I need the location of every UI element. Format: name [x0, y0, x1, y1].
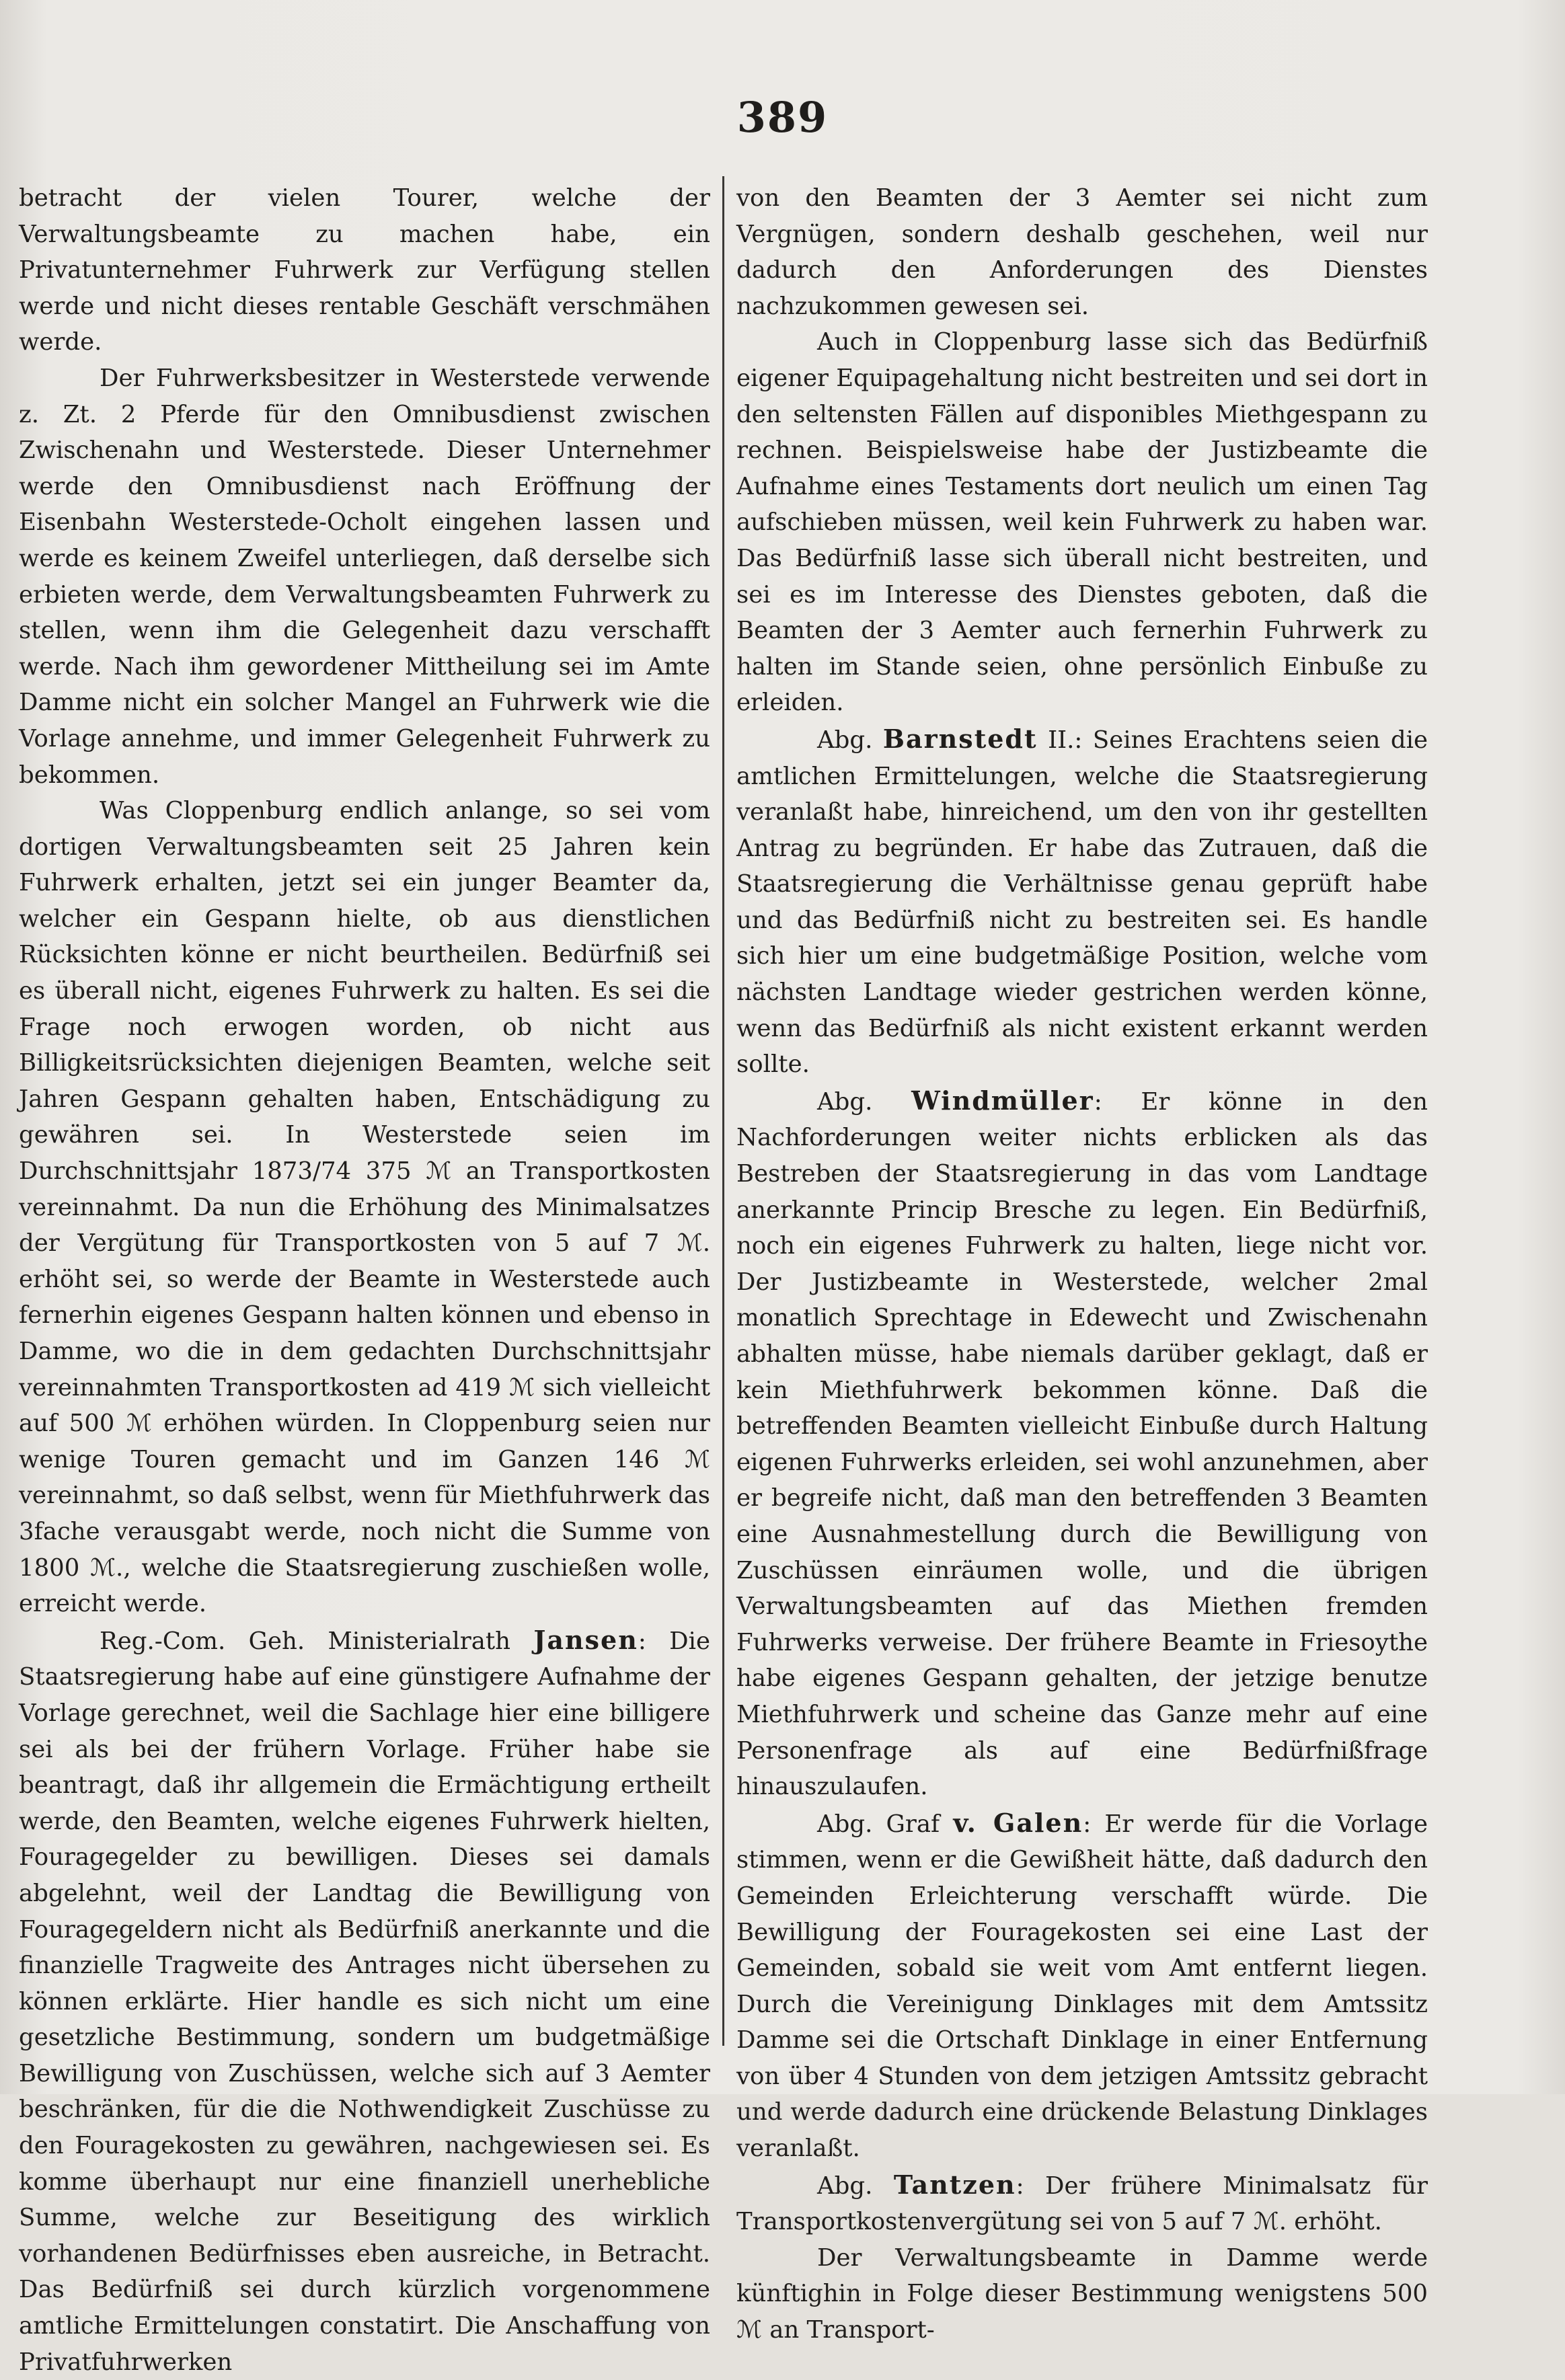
- paragraph: Abg. Barnstedt II.: Seines Erachtens seien die amtlichen Ermittelungen, welche die Staatsregierung veranlaßt habe, hinreichend, um den von ihr gestellten Antrag zu begründen. Er habe das Zutrauen, daß die Staatsregierung die Verhältnisse genau geprüft habe und das Bedürfniß nicht zu bestreiten sei. Es handle sich hier um eine budgetmäßige Position, welche vom nächsten Landtage wieder gestrichen werden könne, wenn das Bedürfniß als nicht existent erkannt werden sollte.: [736, 723, 1428, 1079]
- speaker-prefix: Abg. Graf: [817, 1810, 954, 1838]
- paragraph: Was Cloppenburg endlich anlange, so sei vom dortigen Verwaltungsbeamten seit 25 Jahren kein Fuhrwerk erhalten, jetzt sei ein junger Beamter da, welcher ein Gespann hielte, ob aus dienstlichen Rücksichten könne er nicht beurtheilen. Bedürfniß sei es überall nicht, eigenes Fuhrwerk zu halten. Es sei die Frage noch erwogen worden, ob nicht aus Billigkeitsrücksichten diejenigen Beamten, welche seit Jahren Gespann gehalten haben, Entschädigung zu gewähren sei. In Westerstede seien im Durchschnittsjahr 1873/74 375 ℳ an Transportkosten vereinnahmt. Da nun die Erhöhung des Minimalsatzes der Vergütung für Transportkosten von 5 auf 7 ℳ. erhöht sei, so werde der Beamte in Westerstede auch fernerhin eigenes Gespann halten können und ebenso in Damme, wo die in dem gedachten Durchschnittsjahr vereinnahmten Transportkosten ad 419 ℳ sich vielleicht auf 500 ℳ erhöhen würden. In Cloppenburg seien nur wenige Touren gemacht und im Ganzen 146 ℳ vereinnahmt, so daß selbst, wenn für Miethfuhrwerk das 3fache verausgabt werde, noch nicht die Summe von 1800 ℳ., welche die Staatsregierung zuschießen wolle, erreicht werde.: [19, 797, 710, 1618]
- speaker-name: v. Galen: [953, 1807, 1083, 1838]
- paragraph: Auch in Cloppenburg lasse sich das Bedürfniß eigener Equipagehaltung nicht bestreiten und sei dort in den seltensten Fällen auf disponibles Miethgespann zu rechnen. Beispielsweise habe der Justizbeamte die Aufnahme eines Testaments dort neulich um einen Tag aufschieben müssen, weil kein Fuhrwerk zu haben war. Das Bedürfniß lasse sich überall nicht bestreiten, und sei es im Interesse des Dienstes geboten, daß die Beamten der 3 Aemter auch fernerhin Fuhrwerk zu halten im Stande seien, ohne persönlich Einbuße zu erleiden.: [736, 328, 1428, 717]
- paragraph: betracht der vielen Tourer, welche der Verwaltungsbeamte zu machen habe, ein Privatunternehmer Fuhrwerk zur Verfügung stellen werde und nicht dieses rentable Geschäft verschmähen werde.: [19, 184, 710, 356]
- paragraph: Abg. Graf v. Galen: Er werde für die Vorlage stimmen, wenn er die Gewißheit hätte, daß dadurch den Gemeinden Erleichterung verschafft würde. Die Bewilligung der Fouragekosten sei eine Last der Gemeinden, sobald sie weit vom Amt entfernt liegen. Durch die Vereinigung Dinklages mit dem Amtssitz Damme sei die Ortschaft Dinklage in einer Entfernung von über 4 Stunden von dem jetzigen Amtssitz gebracht und werde dadurch eine drückende Belastung Dinklages veranlaßt.: [736, 1807, 1428, 2163]
- page-number: 389: [736, 93, 829, 142]
- paragraph: Reg.-Com. Geh. Ministerialrath Jansen: Die Staatsregierung habe auf eine günstigere Aufnahme der Vorlage gerechnet, weil die Sachlage hier eine billigere sei als bei der frühern Vorlage. Früher habe sie beantragt, daß ihr allgemein die Ermächtigung ertheilt werde, den Beamten, welche eigenes Fuhrwerk hielten, Fouragegelder zu bewilligen. Dieses sei damals abgelehnt, weil der Landtag die Bewilligung von Fouragegeldern nicht als Bedürfniß anerkannte und die finanzielle Tragweite des Antrages nicht übersehen zu können erklärte. Hier handle es sich nicht um eine gesetzliche Bestimmung, sondern um budgetmäßige Bewilligung von Zuschüssen, welche sich auf 3 Aemter beschränken, für die die Nothwendigkeit Zuschüsse zu den Fouragekosten zu gewähren, nachgewiesen sei. Es komme überhaupt nur eine finanziell unerhebliche Summe, welche zur Beseitigung des wirklich vorhandenen Bedürfnisses eben ausreiche, in Betracht. Das Bedürfniß sei durch kürzlich vorgenommene amtliche Ermittelungen constatirt. Die Anschaffung von Privatfuhrwerken: [19, 1624, 710, 2376]
- speaker-name: Jansen: [533, 1624, 638, 1655]
- speaker-name: Windmüller: [911, 1085, 1094, 1116]
- right-column: [736, 180, 1428, 2348]
- speaker-prefix: Abg.: [817, 2172, 894, 2200]
- paragraph: Der Verwaltungsbeamte in Damme werde künftighin in Folge dieser Bestimmung wenigstens 500 ℳ an Transport-: [736, 2243, 1428, 2344]
- speaker-name: Tantzen: [893, 2169, 1016, 2200]
- left-column: [19, 180, 710, 2380]
- paragraph: Abg. Tantzen: Der frühere Minimalsatz für Transportkostenvergütung sei von 5 auf 7 ℳ. erhöht.: [736, 2169, 1428, 2236]
- speaker-prefix: Reg.-Com. Geh. Ministerialrath: [100, 1627, 534, 1655]
- paragraph: von den Beamten der 3 Aemter sei nicht zum Vergnügen, sondern deshalb geschehen, weil nur dadurch den Anforderungen des Dienstes nachzukommen gewesen sei.: [736, 184, 1428, 320]
- speaker-prefix: Abg.: [817, 1087, 912, 1116]
- speaker-prefix: Abg.: [817, 726, 883, 754]
- paragraph: Abg. Windmüller: Er könne in den Nachforderungen weiter nichts erblicken als das Bestreben der Staatsregierung in das vom Landtage anerkannte Princip Bresche zu legen. Ein Bedürfniß, noch ein eigenes Fuhrwerk zu halten, liege nicht vor. Der Justizbeamte in Westerstede, welcher 2mal monatlich Sprechtage in Edewecht und Zwischenahn abhalten müsse, habe niemals darüber geklagt, daß er kein Miethfuhrwerk bekommen könne. Daß die betreffenden Beamten vielleicht Einbuße durch Haltung eigenen Fuhrwerks erleiden, sei wohl anzunehmen, aber er begreife nicht, daß man den betreffenden 3 Beamten eine Ausnahmestellung durch die Bewilligung von Zuschüssen einräumen wolle, und die übrigen Verwaltungsbeamten auf das Miethen fremden Fuhrwerks verweise. Der frühere Beamte in Friesoythe habe eigenes Gespann gehalten, der jetzige benutze Miethfuhrwerk und scheine das Ganze mehr auf eine Personenfrage als auf eine Bedürfnißfrage hinauszulaufen.: [736, 1085, 1428, 1801]
- speaker-name: Barnstedt: [882, 723, 1038, 754]
- paragraph: Der Fuhrwerksbesitzer in Westerstede verwende z. Zt. 2 Pferde für den Omnibusdienst zwischen Zwischenahn und Westerstede. Dieser Unternehmer werde den Omnibusdienst nach Eröffnung der Eisenbahn Westerstede-Ocholt eingehen lassen und werde es keinem Zweifel unterliegen, daß derselbe sich erbieten werde, dem Verwaltungsbeamten Fuhrwerk zu stellen, wenn ihm die Gelegenheit dazu verschafft werde. Nach ihm gewordener Mittheilung sei im Amte Damme nicht ein solcher Mangel an Fuhrwerk wie die Vorlage annehme, und immer Gelegenheit Fuhrwerk zu bekommen.: [19, 364, 710, 789]
- column-divider: [722, 176, 724, 2046]
